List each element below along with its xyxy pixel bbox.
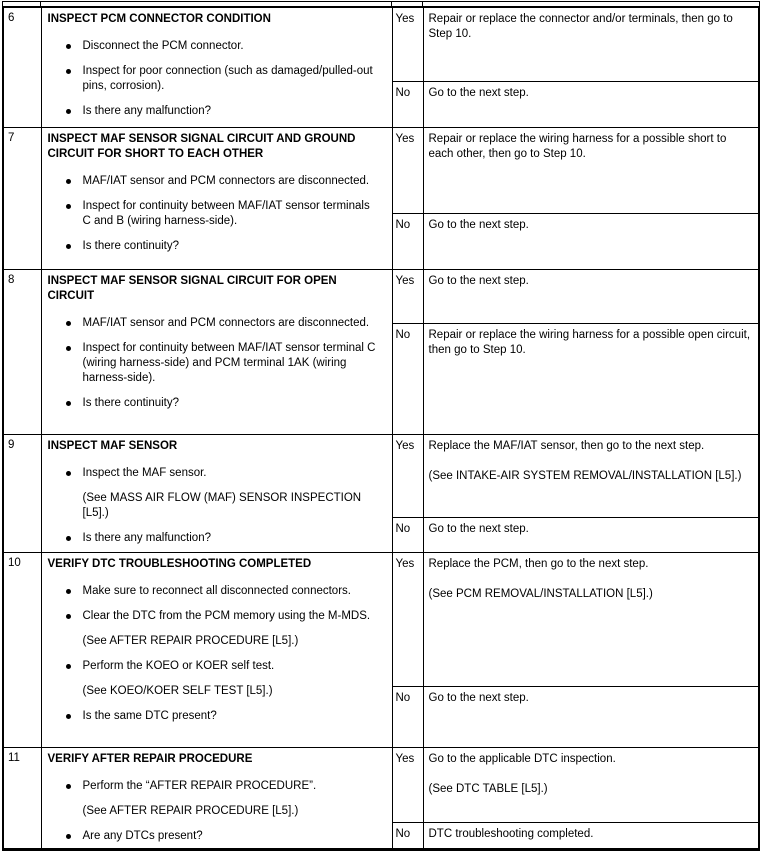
yes-action-paragraph: (See DTC TABLE [L5].) — [428, 782, 548, 795]
step-number-cell — [3, 747, 41, 849]
yes-action-paragraph: Replace the MAF/IAT sensor, then go to the next step. — [428, 439, 705, 452]
yes-action-cell — [423, 127, 759, 213]
yes-label: Yes — [395, 13, 415, 25]
yes-label-cell — [392, 127, 423, 213]
bullet-item — [48, 39, 378, 54]
step-row-yes — [3, 127, 759, 213]
yes-label: Yes — [395, 274, 415, 287]
inspection-items — [48, 39, 378, 119]
bullet-icon — [66, 784, 71, 789]
inspection-items — [48, 584, 378, 724]
bullet-text: MAF/IAT sensor and PCM connectors are disconnected. — [82, 174, 370, 187]
yes-label-cell — [392, 269, 423, 323]
bullet-text: MAF/IAT sensor and PCM connectors are disconnected. — [82, 316, 370, 329]
step-number: 7 — [8, 131, 15, 144]
no-action-cell — [423, 213, 759, 269]
inspection-cell — [41, 747, 392, 849]
bullet-text: Clear the DTC from the PCM memory using the M-MDS. — [82, 609, 371, 622]
inspection-title: INSPECT MAF SENSOR SIGNAL CIRCUIT FOR OPEN CIRCUIT — [47, 274, 337, 302]
bullet-text: Inspect for continuity between MAF/IAT sensor terminal C (wiring harness-side) and PCM terminal 1AK (wiring harness-side). — [82, 341, 376, 384]
bullet-item — [48, 609, 378, 624]
bullet-item — [48, 199, 378, 229]
bullet-icon — [66, 244, 71, 249]
step-number: 10 — [8, 556, 21, 569]
bullet-text: Is there any malfunction? — [82, 105, 211, 117]
bullet-icon — [66, 536, 71, 541]
bullet-icon — [66, 346, 71, 351]
bullet-text: Is there continuity? — [82, 396, 180, 409]
inspection-title: INSPECT PCM CONNECTOR CONDITION — [47, 13, 271, 25]
no-action-cell — [423, 323, 759, 434]
inspection-items — [48, 779, 378, 844]
no-label: No — [395, 328, 411, 341]
yes-action-paragraph: Repair or replace the wiring harness for a possible short to each other, then go to Step 10. — [428, 132, 727, 160]
step-row-yes — [3, 7, 759, 81]
inspection-title: VERIFY DTC TROUBLESHOOTING COMPLETED — [47, 557, 312, 570]
yes-label-cell — [392, 434, 423, 517]
step-number: 11 — [8, 751, 20, 764]
bullet-item — [48, 779, 378, 794]
previous-row-fragment — [2, 1, 760, 6]
yes-label-cell — [392, 552, 423, 686]
reference-note: (See AFTER REPAIR PROCEDURE [L5].) — [82, 634, 299, 647]
bullet-text: Is there any malfunction? — [82, 531, 211, 544]
bullet-text: Inspect for continuity between MAF/IAT sensor terminals C and B (wiring harness-side). — [82, 199, 370, 227]
reference-note: (See AFTER REPAIR PROCEDURE [L5].) — [82, 804, 299, 817]
inspection-cell — [41, 127, 392, 269]
bullet-icon — [66, 834, 71, 839]
no-label: No — [395, 827, 411, 840]
inspection-items — [48, 316, 378, 411]
no-action-cell — [423, 517, 759, 552]
bullet-icon — [66, 321, 71, 326]
inspection-cell — [41, 434, 392, 552]
yes-label: Yes — [395, 752, 415, 765]
bullet-item — [48, 531, 378, 546]
bullet-item — [48, 829, 378, 844]
fragment-cell — [391, 2, 422, 6]
step-number: 8 — [8, 273, 15, 286]
bullet-item — [48, 584, 378, 599]
inspection-title: INSPECT MAF SENSOR — [47, 439, 178, 452]
bullet-item — [48, 316, 378, 331]
no-label-cell — [392, 213, 423, 269]
yes-action-paragraph: Replace the PCM, then go to the next step. — [428, 557, 649, 570]
bullet-icon — [66, 471, 71, 476]
bullet-item — [48, 239, 378, 254]
yes-action-paragraph: Repair or replace the connector and/or terminals, then go to Step 10. — [428, 13, 733, 40]
no-label-cell — [392, 822, 423, 849]
yes-action-paragraph: (See PCM REMOVAL/INSTALLATION [L5].) — [428, 587, 653, 600]
yes-action-paragraph: Go to the next step. — [428, 274, 529, 287]
no-action-paragraph: Go to the next step. — [428, 86, 529, 99]
inspection-items — [48, 174, 378, 254]
reference-note: (See MASS AIR FLOW (MAF) SENSOR INSPECTION [L5].) — [82, 491, 362, 519]
yes-action-paragraph: (See INTAKE-AIR SYSTEM REMOVAL/INSTALLATION [L5].) — [428, 469, 742, 482]
no-label: No — [395, 86, 411, 99]
bullet-item — [48, 104, 378, 119]
bullet-item — [48, 341, 378, 386]
yes-label: Yes — [395, 132, 415, 145]
bullet-item — [48, 64, 378, 94]
bullet-item — [48, 709, 378, 724]
no-action-paragraph: Go to the next step. — [428, 691, 529, 704]
inspection-title: VERIFY AFTER REPAIR PROCEDURE — [47, 752, 253, 765]
troubleshooting-table — [2, 6, 760, 851]
yes-action-cell — [423, 747, 759, 822]
fragment-cell — [40, 2, 391, 6]
yes-action-cell — [423, 552, 759, 686]
no-label: No — [395, 691, 411, 704]
bullet-item — [48, 659, 378, 674]
no-label-cell — [392, 517, 423, 552]
step-row-yes — [3, 434, 759, 517]
yes-action-paragraph: Go to the applicable DTC inspection. — [428, 752, 616, 765]
step-number-cell — [3, 127, 41, 269]
inspection-cell — [41, 7, 392, 127]
no-label: No — [395, 218, 411, 231]
bullet-text: Inspect the MAF sensor. — [82, 466, 207, 479]
bullet-text: Is there continuity? — [82, 239, 180, 252]
yes-label: Yes — [395, 439, 415, 452]
bullet-item — [48, 174, 378, 189]
no-action-paragraph: DTC troubleshooting completed. — [428, 827, 594, 840]
no-action-cell — [423, 686, 759, 747]
bullet-icon — [66, 614, 71, 619]
fragment-cell — [422, 2, 760, 6]
bullet-text: Perform the “AFTER REPAIR PROCEDURE”. — [82, 779, 317, 792]
step-row-yes — [3, 552, 759, 686]
bullet-icon — [66, 401, 71, 406]
yes-label-cell — [392, 747, 423, 822]
inspection-cell — [41, 552, 392, 747]
no-action-cell — [423, 81, 759, 127]
bullet-icon — [66, 664, 71, 669]
table-body — [3, 7, 759, 849]
step-number-cell — [3, 7, 41, 127]
no-label: No — [395, 522, 411, 535]
yes-action-cell — [423, 7, 759, 81]
yes-label-cell — [392, 7, 423, 81]
reference-note: (See KOEO/KOER SELF TEST [L5].) — [82, 684, 273, 697]
bullet-text: Are any DTCs present? — [82, 829, 203, 842]
fragment-cell — [2, 2, 40, 6]
inspection-title: INSPECT MAF SENSOR SIGNAL CIRCUIT AND GROUND CIRCUIT FOR SHORT TO EACH OTHER — [47, 132, 356, 160]
bullet-icon — [66, 179, 71, 184]
bullet-icon — [66, 69, 71, 74]
no-label-cell — [392, 686, 423, 747]
step-row-yes — [3, 747, 759, 822]
inspection-items — [48, 466, 378, 546]
bullet-text: Disconnect the PCM connector. — [82, 40, 244, 52]
step-number-cell — [3, 552, 41, 747]
no-action-paragraph: Go to the next step. — [428, 522, 529, 535]
bullet-icon — [66, 714, 71, 719]
bullet-item — [48, 466, 378, 481]
no-label-cell — [392, 323, 423, 434]
step-number: 6 — [8, 12, 15, 24]
bullet-icon — [66, 589, 71, 594]
step-number: 9 — [8, 438, 15, 451]
bullet-text: Inspect for poor connection (such as damaged/pulled-out pins, corrosion). — [82, 65, 373, 92]
yes-action-cell — [423, 434, 759, 517]
no-action-paragraph: Repair or replace the wiring harness for a possible open circuit, then go to Step 10. — [428, 328, 751, 356]
bullet-icon — [66, 109, 71, 114]
step-number-cell — [3, 269, 41, 434]
bullet-text: Make sure to reconnect all disconnected connectors. — [82, 584, 351, 597]
no-action-cell — [423, 822, 759, 849]
no-action-paragraph: Go to the next step. — [428, 218, 529, 231]
yes-label: Yes — [395, 557, 415, 570]
bullet-icon — [66, 204, 71, 209]
yes-action-cell — [423, 269, 759, 323]
bullet-icon — [66, 44, 71, 49]
step-number-cell — [3, 434, 41, 552]
bullet-text: Is the same DTC present? — [82, 709, 217, 722]
step-row-yes — [3, 269, 759, 323]
no-label-cell — [392, 81, 423, 127]
bullet-item — [48, 396, 378, 411]
bullet-text: Perform the KOEO or KOER self test. — [82, 659, 275, 672]
inspection-cell — [41, 269, 392, 434]
